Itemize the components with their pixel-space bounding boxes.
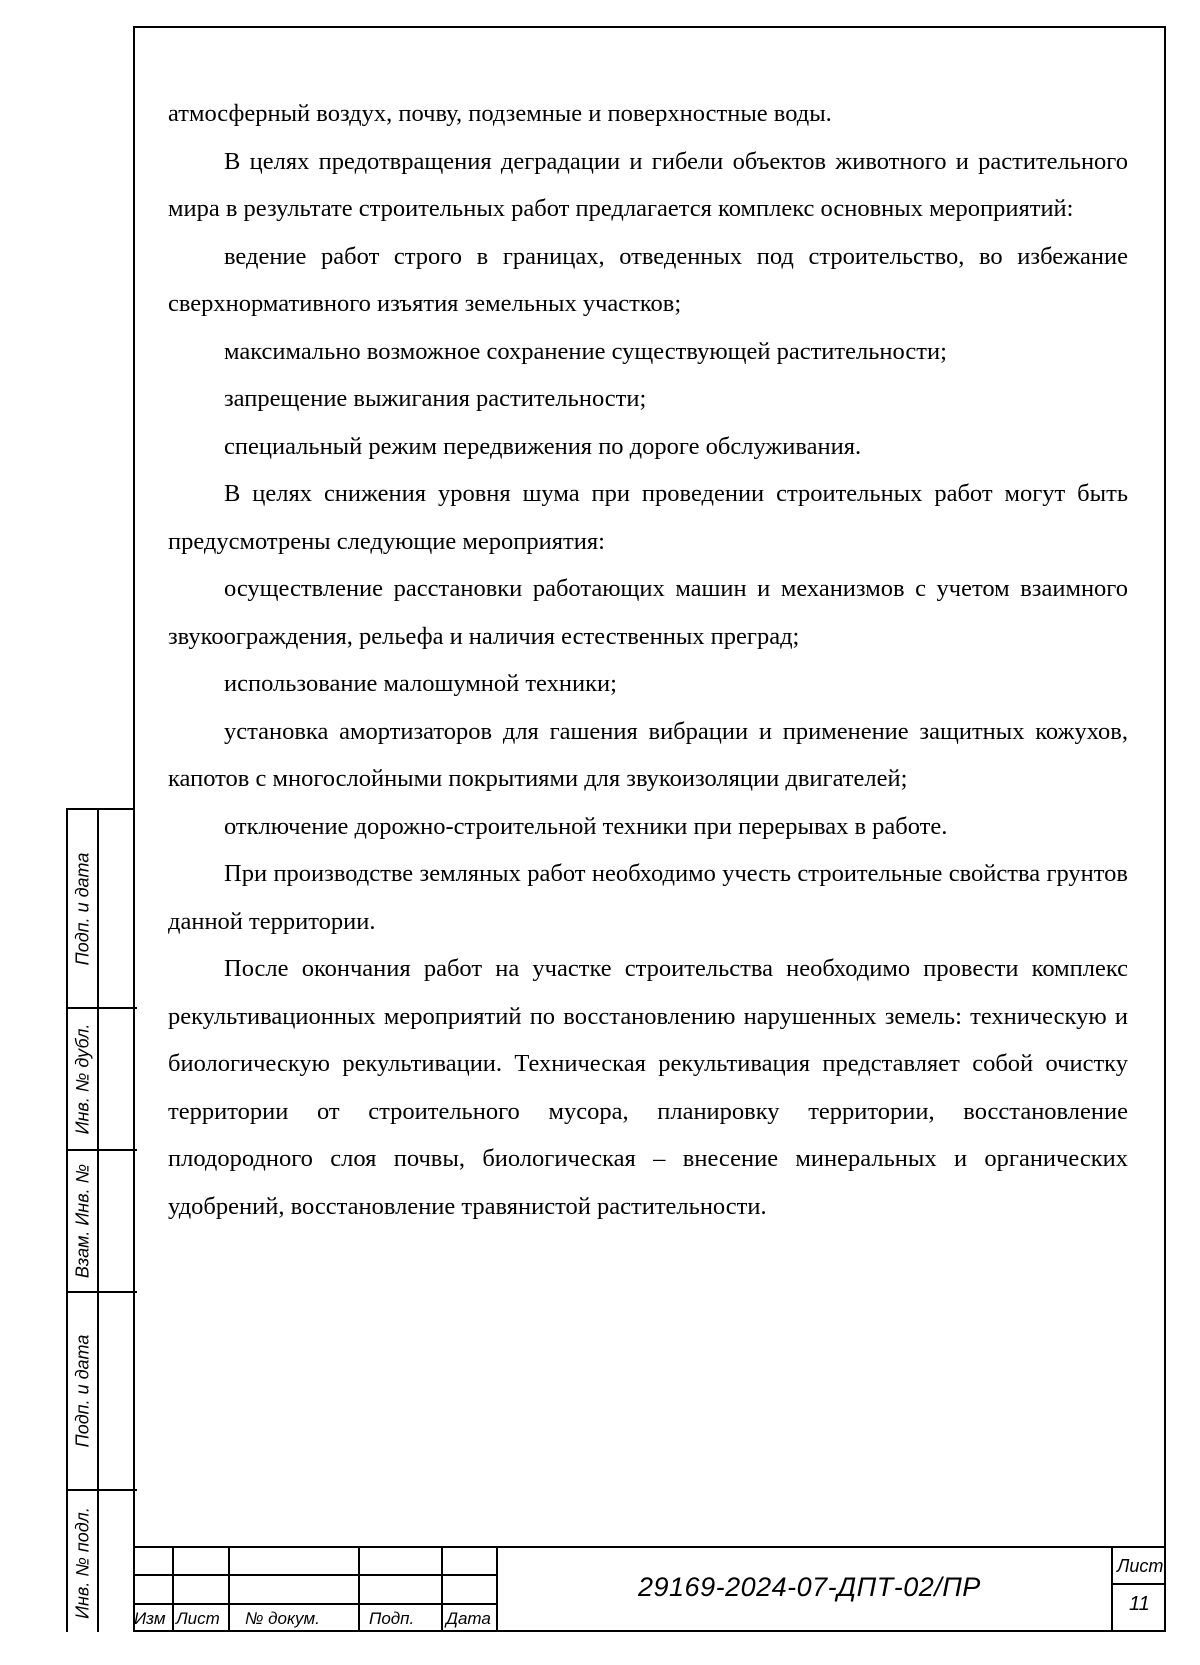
col-doc-label: № докум. — [245, 1609, 320, 1628]
side-stamp-strip — [66, 808, 135, 1632]
col-list-label: Лист — [176, 1609, 220, 1628]
side-label-vzam-inv: Взам. Инв. № — [72, 1163, 93, 1279]
sheet-number: 11 — [1129, 1593, 1150, 1615]
title-block-sheet-col-line — [1111, 1546, 1113, 1632]
paragraph-12: При производстве земляных работ необходимо учесть строительные свойства грунтов данной территории. — [168, 860, 1128, 935]
col-podp-label: Подп. — [369, 1609, 415, 1628]
paragraph-11: отключение дорожно-строительной техники при перерывах в работе. — [224, 812, 948, 840]
col-data-label: Дата — [446, 1609, 491, 1628]
paragraph-1: атмосферный воздух, почву, подземные и поверхностные воды. — [168, 100, 832, 127]
side-cell-podp-data-bottom — [68, 1291, 137, 1489]
side-cell-inv-podl — [68, 1489, 137, 1634]
paragraph-3: ведение работ строго в границах, отведенных под строительство, во избежание сверхнормативного изъятия земельных участков; — [168, 242, 1128, 317]
paragraph-2: В целях предотвращения деградации и гибели объектов животного и растительного мира в результате строительных работ предлагается комплекс основных мероприятий: — [168, 147, 1128, 222]
side-label-podp-data-bottom: Подп. и дата — [72, 1334, 93, 1448]
paragraph-4: максимально возможное сохранение существующей растительности; — [224, 337, 947, 365]
paragraph-8: осуществление расстановки работающих машин и механизмов с учетом взаимного звукоограждения, рельефа и наличия естественных преград; — [168, 575, 1128, 650]
sheet-label: Лист — [1117, 1556, 1164, 1576]
col-izm-label: Изм — [134, 1609, 166, 1628]
title-block-top-line — [133, 1546, 1166, 1548]
title-block — [133, 1546, 1166, 1632]
paragraph-6: специальный режим передвижения по дороге обслуживания. — [224, 432, 862, 460]
side-cell-vzam-inv — [68, 1149, 137, 1291]
paragraph-9: использование малошумной техники; — [224, 670, 617, 697]
document-body — [168, 90, 1128, 1230]
paragraph-5: запрещение выжигания растительности; — [224, 385, 647, 412]
side-label-inv-dubl: Инв. № дубл. — [72, 1023, 93, 1135]
title-block-sheet-row-line — [1111, 1583, 1166, 1585]
title-block-col-line-1 — [172, 1546, 174, 1632]
title-block-col-line-3 — [358, 1546, 360, 1632]
title-block-col-line-4 — [441, 1546, 443, 1632]
title-block-col-line-5 — [496, 1546, 498, 1632]
side-label-inv-podl: Инв. № подл. — [72, 1506, 93, 1619]
side-label-podp-data-top: Подп. и дата — [72, 852, 93, 965]
paragraph-13: После окончания работ на участке строительства необходимо провести комплекс рекультивационных мероприятий по восстановлению нарушенных земель: техническую и биологическую рекультивации. Техническая рекультивация представляет собой очистку территории от строительного мусора, планировку территории, восстановление плодородного слоя почвы, биологическая – внесение минеральных и органических удобрений, восстановление травянистой растительности. — [168, 955, 1128, 1220]
side-cell-inv-dubl — [68, 1007, 137, 1149]
paragraph-10: установка амортизаторов для гашения вибрации и применение защитных кожухов, капотов с многослойными покрытиями для звукоизоляции двигателей; — [168, 717, 1128, 792]
paragraph-7: В целях снижения уровня шума при проведении строительных работ могут быть предусмотрены следующие мероприятия: — [168, 480, 1128, 555]
document-code: 29169-2024-07-ДПТ-02/ПР — [638, 1572, 981, 1602]
side-cell-podp-data-top — [68, 810, 137, 1007]
title-block-col-line-2 — [228, 1546, 230, 1632]
